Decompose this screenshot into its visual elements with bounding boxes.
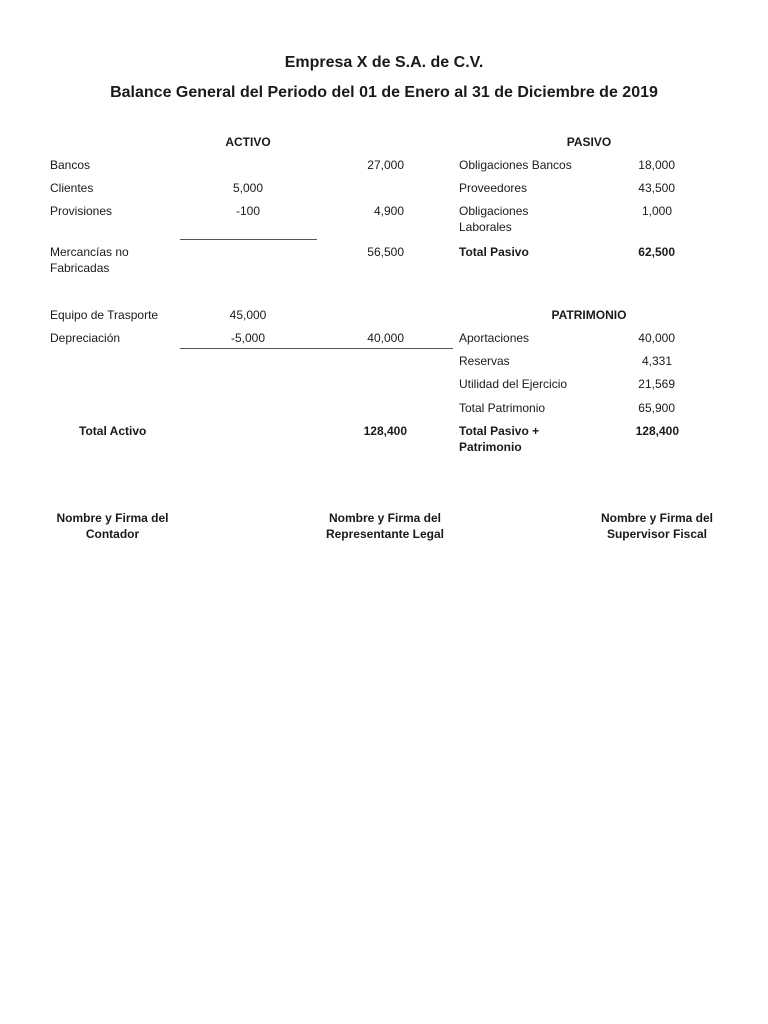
activo-provisiones-detail: -100 <box>235 204 261 218</box>
activo-provisiones-label: Provisiones <box>50 204 113 218</box>
activo-mercancias-label: Mercancías no Fabricadas <box>50 245 129 275</box>
patrimonio-reservas-value: 4,331 <box>641 354 672 368</box>
activo-heading: ACTIVO <box>225 135 271 149</box>
total-activo-value: 128,400 <box>363 424 407 438</box>
total-patrimonio-value: 65,900 <box>638 401 675 415</box>
pasivo-obligaciones-bancos-value: 18,000 <box>638 158 675 172</box>
company-name: Empresa X de S.A. de C.V. <box>284 54 484 71</box>
activo-equipo-detail: 45,000 <box>229 308 267 322</box>
signature-representante-legal: Nombre y Firma del Representante Legal <box>325 511 445 541</box>
signature-supervisor-fiscal: Nombre y Firma del Supervisor Fiscal <box>600 511 714 541</box>
pasivo-obligaciones-laborales-label: Obligaciones Laborales <box>459 204 529 234</box>
signature-contador: Nombre y Firma del Contador <box>56 511 169 541</box>
pasivo-obligaciones-bancos-label: Obligaciones Bancos <box>459 158 572 172</box>
activo-clientes-label: Clientes <box>50 181 94 195</box>
activo-equipo-label: Equipo de Trasporte <box>50 308 159 322</box>
activo-depreciacion-detail: -5,000 <box>230 331 266 345</box>
total-pasivo-label: Total Pasivo <box>459 245 529 259</box>
patrimonio-heading: PATRIMONIO <box>551 308 627 322</box>
subtotal-divider-1 <box>180 239 317 240</box>
pasivo-proveedores-label: Proveedores <box>459 181 528 195</box>
subtotal-divider-2 <box>180 348 453 349</box>
patrimonio-utilidad-value: 21,569 <box>638 377 675 391</box>
pasivo-proveedores-value: 43,500 <box>638 181 675 195</box>
report-title: Balance General del Periodo del 01 de Enero al 31 de Diciembre de 2019 <box>110 84 658 101</box>
activo-bancos-label: Bancos <box>50 158 91 172</box>
patrimonio-aportaciones-label: Aportaciones <box>459 331 530 345</box>
pasivo-obligaciones-laborales-value: 1,000 <box>641 204 672 218</box>
activo-depreciacion-total: 40,000 <box>367 331 404 345</box>
activo-depreciacion-label: Depreciación <box>50 331 121 345</box>
activo-provisiones-total: 4,900 <box>373 204 404 218</box>
patrimonio-utilidad-label: Utilidad del Ejercicio <box>459 377 568 391</box>
total-pasivo-patrimonio-label: Total Pasivo + Patrimonio <box>459 424 540 454</box>
activo-clientes-detail: 5,000 <box>232 181 264 195</box>
total-activo-label: Total Activo <box>79 424 147 438</box>
patrimonio-reservas-label: Reservas <box>459 354 510 368</box>
total-patrimonio-label: Total Patrimonio <box>459 401 546 415</box>
activo-bancos-total: 27,000 <box>367 158 404 172</box>
total-pasivo-patrimonio-value: 128,400 <box>635 424 679 438</box>
total-pasivo-value: 62,500 <box>638 245 675 259</box>
activo-mercancias-total: 56,500 <box>367 245 404 259</box>
patrimonio-aportaciones-value: 40,000 <box>638 331 675 345</box>
pasivo-heading: PASIVO <box>566 135 612 149</box>
